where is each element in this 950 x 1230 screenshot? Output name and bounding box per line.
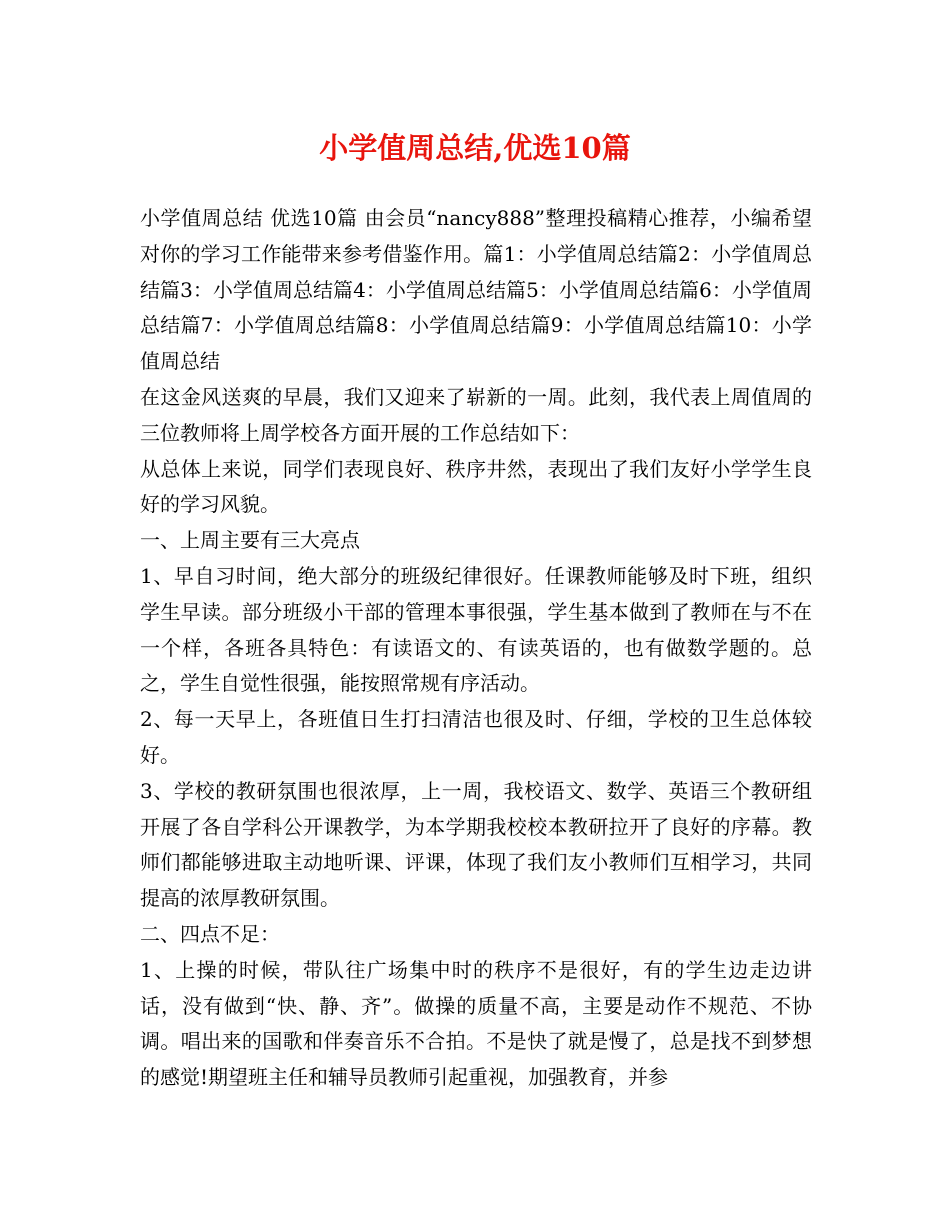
paragraph-opening: 在这金风送爽的早晨，我们又迎来了崭新的一周。此刻，我代表上周值周的三位教师将上周学校各方面开展的工作总结如下： <box>140 384 812 445</box>
paragraph-highlight-2: 2、每一天早上，各班值日生打扫清洁也很及时、仔细，学校的卫生总体较好。 <box>140 707 812 767</box>
paragraph-intro: 小学值周总结 优选10篇 由会员“nancy888”整理投稿精心推荐，小编希望对你的学习工作能带来参考借鉴作用。篇1：小学值周总结篇2：小学值周总结篇3：小学值周总结篇4：小学值周总结篇5：小学值周总结篇6：小学值周总结篇7：小学值周总结篇8：小学值周总结篇9：小学值周总结篇10：小学值周总结 <box>140 206 812 374</box>
paragraph-overview: 从总体上来说，同学们表现良好、秩序井然，表现出了我们友好小学学生良好的学习风貌。 <box>140 456 812 517</box>
section-heading-shortcomings: 二、四点不足： <box>140 921 280 946</box>
document-title: 小学值周总结,优选10篇 <box>319 131 631 165</box>
paragraph-shortcoming-1: 1、上操的时候，带队往广场集中时的秩序不是很好，有的学生边走边讲话，没有做到“快、静、齐”。做操的质量不高，主要是动作不规范、不协调。唱出来的国歌和伴奏音乐不合拍。不是快了就是慢了，总是找不到梦想的感觉!期望班主任和辅导员教师引起重视，加强教育，并参 <box>140 957 812 1090</box>
section-heading-highlights: 一、上周主要有三大亮点 <box>140 528 360 553</box>
paragraph-highlight-3: 3、学校的教研氛围也很浓厚，上一周，我校语文、数学、英语三个教研组开展了各自学科公开课教学，为本学期我校校本教研拉开了良好的序幕。教师们都能够进取主动地听课、评课，体现了我们友小教师们互相学习，共同提高的浓厚教研氛围。 <box>140 778 812 911</box>
document-body <box>140 201 812 1096</box>
paragraph-highlight-1: 1、早自习时间，绝大部分的班级纪律很好。任课教师能够及时下班，组织学生早读。部分班级小干部的管理本事很强，学生基本做到了教师在与不在一个样，各班各具特色：有读语文的、有读英语的，也有做数学题的。总之，学生自觉性很强，能按照常规有序活动。 <box>140 563 812 696</box>
